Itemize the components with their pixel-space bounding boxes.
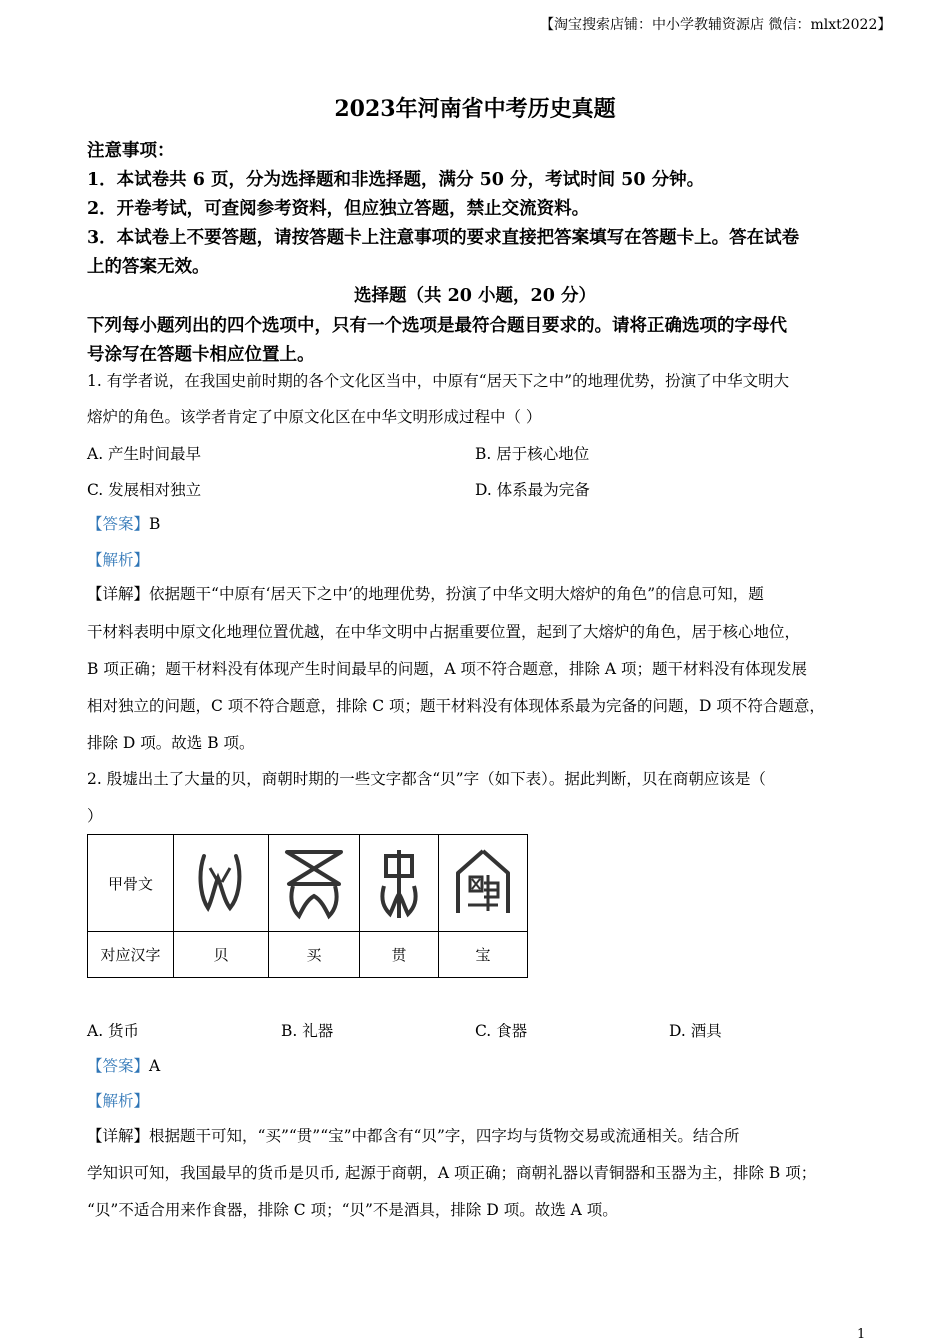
header-note: 【淘宝搜索店铺：中小学教辅资源店 微信：mlxt2022】 — [540, 17, 892, 33]
oracle-glyph-bao — [439, 835, 528, 932]
table-cell-char: 贯 — [360, 932, 439, 978]
q2-detail-line3: “贝”不适合用来作食器，排除 C 项；“贝”不是酒具，排除 D 项。故选 A 项。 — [87, 1201, 618, 1219]
q1-option-b: B. 居于核心地位 — [475, 445, 590, 463]
section-heading: 选择题（共 20 小题，20 分） — [354, 286, 596, 306]
oracle-glyph-mai — [269, 835, 360, 932]
q2-option-a: A. 货币 — [87, 1022, 140, 1040]
q1-detail-line4: 相对独立的问题，C 项不符合题意，排除 C 项；题干材料没有体现体系最为完备的问题，D 项不符合题意， — [87, 697, 825, 715]
q2-stem-line1: 2. 殷墟出土了大量的贝，商朝时期的一些文字都含“贝”字（如下表）。据此判断，贝在商朝应该是（ — [87, 770, 766, 788]
q1-option-a: A. 产生时间最早 — [87, 445, 202, 463]
q1-detail-line5: 排除 D 项。故选 B 项。 — [87, 734, 255, 752]
notice-item-3-line2: 上的答案无效。 — [87, 257, 210, 277]
q1-detail-line1 — [87, 582, 764, 604]
detail-tag: 【详解】 — [87, 1127, 150, 1145]
q1-option-d: D. 体系最为完备 — [475, 481, 590, 499]
oracle-mai-image — [279, 846, 349, 921]
notice-item-2: 2．开卷考试，可查阅参考资料，但应独立答题，禁止交流资料。 — [87, 199, 590, 219]
table-cell-char: 买 — [269, 932, 360, 978]
q1-detail-line3: B 项正确；题干材料没有体现产生时间最早的问题，A 项不符合题意，排除 A 项；题干材料没有体现发展 — [87, 660, 807, 678]
table-row-label: 甲骨文 — [88, 835, 174, 932]
q1-stem-line1: 1. 有学者说，在我国史前时期的各个文化区当中，中原有“居天下之中”的地理优势，扮演了中华文明大 — [87, 372, 790, 390]
table-row-oracle — [88, 835, 528, 932]
q1-analysis-tag: 【解析】 — [87, 551, 150, 569]
oracle-bei-image — [196, 848, 246, 918]
oracle-bone-table — [87, 834, 528, 978]
q1-option-c: C. 发展相对独立 — [87, 481, 202, 499]
table-cell-char: 贝 — [174, 932, 269, 978]
notice-item-1: 1．本试卷共 6 页，分为选择题和非选择题，满分 50 分，考试时间 50 分钟。 — [87, 170, 705, 190]
section-instruction-line2: 号涂写在答题卡相应位置上。 — [87, 345, 315, 365]
detail-tag: 【详解】 — [87, 585, 150, 603]
oracle-guan-image — [374, 846, 424, 921]
oracle-glyph-guan — [360, 835, 439, 932]
answer-value: B — [149, 515, 161, 533]
notice-heading: 注意事项： — [87, 141, 175, 161]
table-cell-char: 宝 — [439, 932, 528, 978]
detail-text: 根据题干可知，“买”“贯”“宝”中都含有“贝”字，四字均与货物交易或流通相关。结合所 — [149, 1127, 740, 1145]
answer-value: A — [149, 1057, 161, 1075]
answer-tag: 【答案】 — [87, 515, 150, 533]
q2-option-d: D. 酒具 — [669, 1022, 722, 1040]
q2-answer — [87, 1054, 160, 1076]
q1-stem-line2: 熔炉的角色。该学者肯定了中原文化区在中华文明形成过程中（ ） — [87, 408, 542, 426]
q2-detail-line2: 学知识可知，我国最早的货币是贝币, 起源于商朝，A 项正确；商朝礼器以青铜器和玉器为主，排除 B 项； — [87, 1164, 817, 1182]
q2-analysis-tag: 【解析】 — [87, 1092, 150, 1110]
section-instruction-line1: 下列每小题列出的四个选项中，只有一个选项是最符合题目要求的。请将正确选项的字母代 — [87, 316, 787, 336]
q2-option-b: B. 礼器 — [281, 1022, 334, 1040]
detail-text: 依据题干“中原有‘居天下之中’的地理优势，扮演了中华文明大熔炉的角色”的信息可知，题 — [149, 585, 764, 603]
notice-item-3-line1: 3．本试卷上不要答题，请按答题卡上注意事项的要求直接把答案填写在答题卡上。答在试卷 — [87, 228, 800, 248]
q2-option-c: C. 食器 — [475, 1022, 528, 1040]
table-row-chars — [88, 932, 528, 978]
oracle-glyph-bei — [174, 835, 269, 932]
oracle-bao-image — [450, 847, 516, 919]
q1-answer — [87, 512, 160, 534]
table-row-label: 对应汉字 — [88, 932, 174, 978]
page-number: 1 — [857, 1327, 866, 1342]
answer-tag: 【答案】 — [87, 1057, 150, 1075]
page-title: 2023年河南省中考历史真题 — [334, 96, 616, 122]
q1-detail-line2: 干材料表明中原文化地理位置优越，在中华文明中占据重要位置，起到了大熔炉的角色，居于核心地位， — [87, 623, 801, 641]
q2-stem-line2: ） — [87, 807, 103, 825]
q2-detail-line1 — [87, 1124, 739, 1146]
